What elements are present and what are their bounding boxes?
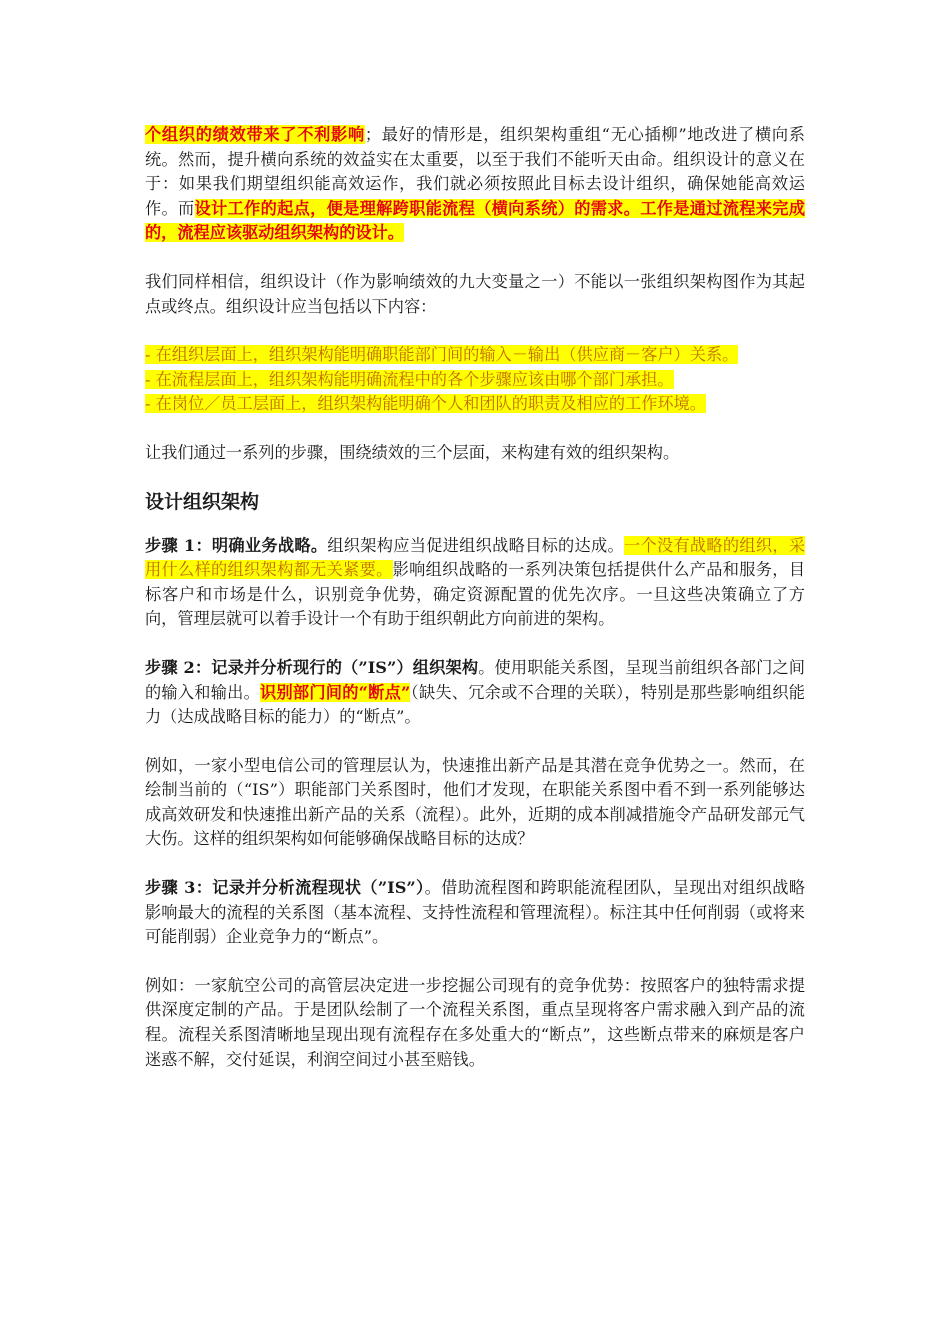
highlight-red-text: 设计工作的起点，便是理解跨职能流程（横向系统）的需求。工作是通过流程来完成的，流程应该驱动组织架构的设计。 (145, 198, 806, 243)
highlight-red-text: 个组织的绩效带来了不利影响 (145, 125, 365, 144)
paragraph-2: 我们同样相信，组织设计（作为影响绩效的九大变量之一）不能以一张组织架构图作为其起点或终点。组织设计应当包括以下内容： (145, 271, 805, 316)
highlight-text: - 在组织层面上，组织架构能明确职能部门间的输入－输出（供应商－客户）关系。 (145, 345, 739, 365)
highlight-text: 一个没有战略的组织，采用什么样的组织架构都无关紧要。 (145, 535, 806, 580)
list-item (145, 343, 805, 368)
bullet-list (145, 343, 805, 417)
paragraph-3: 让我们通过一系列的步骤，围绕绩效的三个层面，来构建有效的组织架构。 (145, 442, 680, 462)
document-page (145, 123, 805, 1072)
highlight-text: - 在岗位／员工层面上，组织架构能明确个人和团队的职责及相应的工作环境。 (145, 394, 706, 414)
paragraph-1 (145, 123, 805, 246)
step-2-paragraph (145, 656, 805, 730)
body-text: （缺失、冗余或不合理的关联），特别是那些影响组织能力（达成战略目标的能力）的“断点”。 (145, 682, 805, 727)
paragraph-5: 例如：一家航空公司的高管层决定进一步挖掘公司现有的竞争优势：按照客户的独特需求提供深度定制的产品。于是团队绘制了一个流程关系图，重点呈现将客户需求融入到产品的流程。流程关系图清晰地呈现出现有流程存在多处重大的“断点”，这些断点带来的麻烦是客户迷惑不解，交付延误，利润空间过小甚至赔钱。 (145, 975, 805, 1069)
step-1-label: 步骤 1：明确业务战略。 (145, 535, 328, 555)
list-item (145, 392, 805, 417)
body-text: 组织架构应当促进组织战略目标的达成。 (327, 535, 624, 555)
highlight-text: - 在流程层面上，组织架构能明确流程中的各个步骤应该由哪个部门承担。 (145, 369, 674, 389)
body-text: ；最好的情形是，组织架构重组“无心插柳”地改进了横向系统。然而，提升横向系统的效益实在太重要，以至于我们不能听天由命。组织设计的意义在于：如果我们期望组织能高效运作，我们就必须按照此目标去设计组织，确保她能高效运作。而 (145, 125, 805, 218)
section-heading: 设计组织架构 (145, 490, 260, 513)
step-3-label: 步骤 3：记录并分析流程现状（”IS”） (145, 878, 425, 898)
step-1-paragraph (145, 534, 805, 632)
body-text: 影响组织战略的一系列决策包括提供什么产品和服务，目标客户和市场是什么，识别竞争优势，确定资源配置的优先次序。一旦这些决策确立了方向，管理层就可以着手设计一个有助于组织朝此方向前进的架构。 (145, 560, 806, 629)
body-text: 。借助流程图和跨职能流程团队，呈现出对组织战略影响最大的流程的关系图（基本流程、支持性流程和管理流程）。标注其中任何削弱（或将来可能削弱）企业竞争力的“断点”。 (145, 878, 805, 947)
highlight-red-text: 识别部门间的“断点” (260, 682, 411, 702)
list-item (145, 368, 805, 393)
body-text: 。使用职能关系图，呈现当前组织各部门之间的输入和输出。 (145, 657, 805, 702)
step-2-label: 步骤 2：记录并分析现行的（”IS”）组织架构 (145, 657, 479, 677)
step-3-paragraph (145, 876, 805, 950)
paragraph-4: 例如，一家小型电信公司的管理层认为，快速推出新产品是其潜在竞争优势之一。然而，在绘制当前的（“IS”）职能部门关系图时，他们才发现，在职能关系图中看不到一系列能够达成高效研发和快速推出新产品的关系（流程）。此外，近期的成本削减措施令产品研发部元气大伤。这样的组织架构如何能够确保战略目标的达成？ (145, 755, 805, 849)
